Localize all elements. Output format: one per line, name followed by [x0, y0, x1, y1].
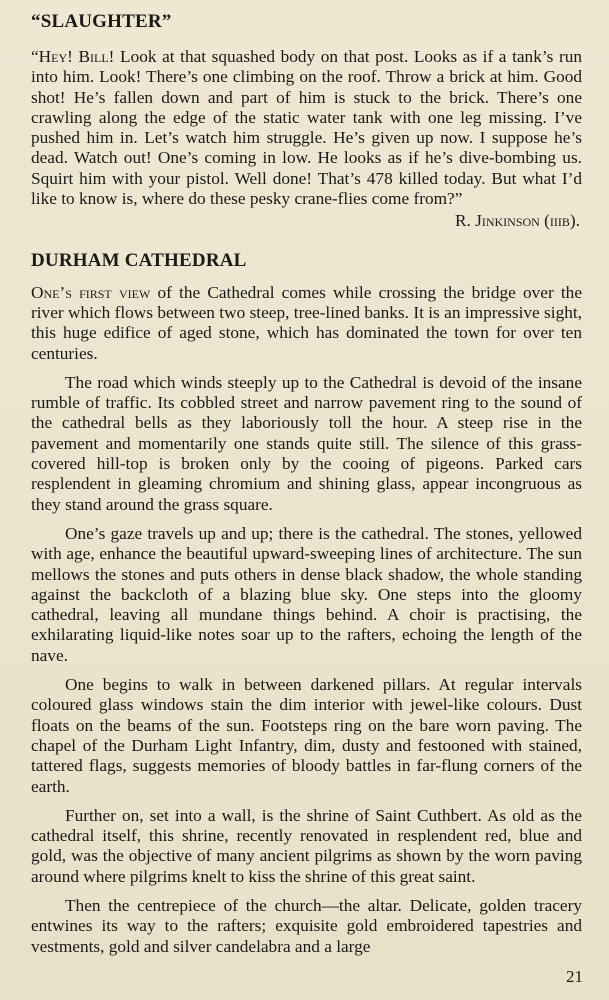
author-signature: [31, 211, 582, 231]
article-paragraph: [31, 283, 582, 364]
article-paragraph: Then the centrepiece of the church—the altar. Delicate, golden tracery entwines its way to the rafters; exquisite gold embroidered tapestries and vestments, gold and silver candelabra and a large: [31, 895, 582, 956]
article-paragraph: One begins to walk in between darkened pillars. At regular intervals coloured glass windows stain the dim interior with jewel-like colours. Dust floats on the beams of the sun. Footsteps ring on the bare worn paving. The chapel of the Durham Light Infantry, dim, dusty and festooned with stained, tattered flags, suggests memories of bloody battles in far-flung corners of the earth.: [31, 675, 582, 796]
lead-small-caps: One’s first view: [31, 282, 151, 302]
article-title: “SLAUGHTER”: [31, 11, 172, 32]
page-content: [31, 6, 582, 957]
paragraph-text: of the Cathedral comes while crossing the bridge over the river which flows between two steep, tree-lined banks. It is an impressive sight, this huge edifice of aged stone, which has dominated the town for over ten centuries.: [31, 282, 582, 363]
page-number: 21: [566, 967, 583, 986]
article-paragraph: One’s gaze travels up and up; there is the cathedral. The stones, yellowed with age, enhance the beautiful upward-sweeping lines of architecture. The sun mellows the stones and puts others in dense black shadow, the whole standing against the backcloth of a blazing blue sky. One steps into the gloomy cathedral, leaving all mundane things behind. A choir is practising, the exhilarating liquid-like notes soar up to the rafters, echoing the length of the nave.: [31, 523, 582, 665]
author-name: Jinkinson: [475, 211, 540, 231]
article-slaughter: [31, 10, 582, 232]
lead-small-caps: “Hey! Bill!: [31, 47, 115, 66]
article-title: DURHAM CATHEDRAL: [31, 249, 247, 271]
article-durham-cathedral: [31, 249, 582, 957]
article-paragraph: The road which winds steeply up to the Cathedral is devoid of the insane rumble of traffic. Its cobbled street and narrow pavement ring to the sound of the cathedral bells as they laboriously toll the hour. A steep rise in the pavement and momentarily one stands quite still. The silence of this grass-covered hill-top is broken only by the cooing of pigeons. Parked cars resplendent in gleaming chromium and shining glass, appear incongruous as they stand around the grass square.: [31, 372, 582, 514]
paragraph-text: Look at that squashed body on that post. Looks as if a tank’s run into him. Look! There’s one climbing on the roof. Throw a brick at him. Good shot! He’s fallen down and part of him is stuck to the brick. There’s one crawling along the edge of the static water tank with one leg missing. I’ve pushed him in. Let’s watch him struggle. He’s given up now. I suppose he’s dead. Watch out! One’s coming in low. He looks as if he’s dive-bombing us. Squirt him with your pistol. Well done! That’s 478 killed today. But what I’d like to know is, where do these pesky crane-flies come from?”: [31, 47, 582, 209]
author-form: (iiib).: [539, 211, 580, 231]
author-initial: R.: [454, 211, 476, 231]
article-paragraph: Further on, set into a wall, is the shrine of Saint Cuthbert. As old as the cathedral itself, this shrine, recently renovated in resplendent red, blue and gold, was the objective of many ancient pilgrims as shown by the worn paving around where pilgrims knelt to kiss the shrine of this great saint.: [31, 805, 582, 886]
article-paragraph: [31, 47, 582, 209]
